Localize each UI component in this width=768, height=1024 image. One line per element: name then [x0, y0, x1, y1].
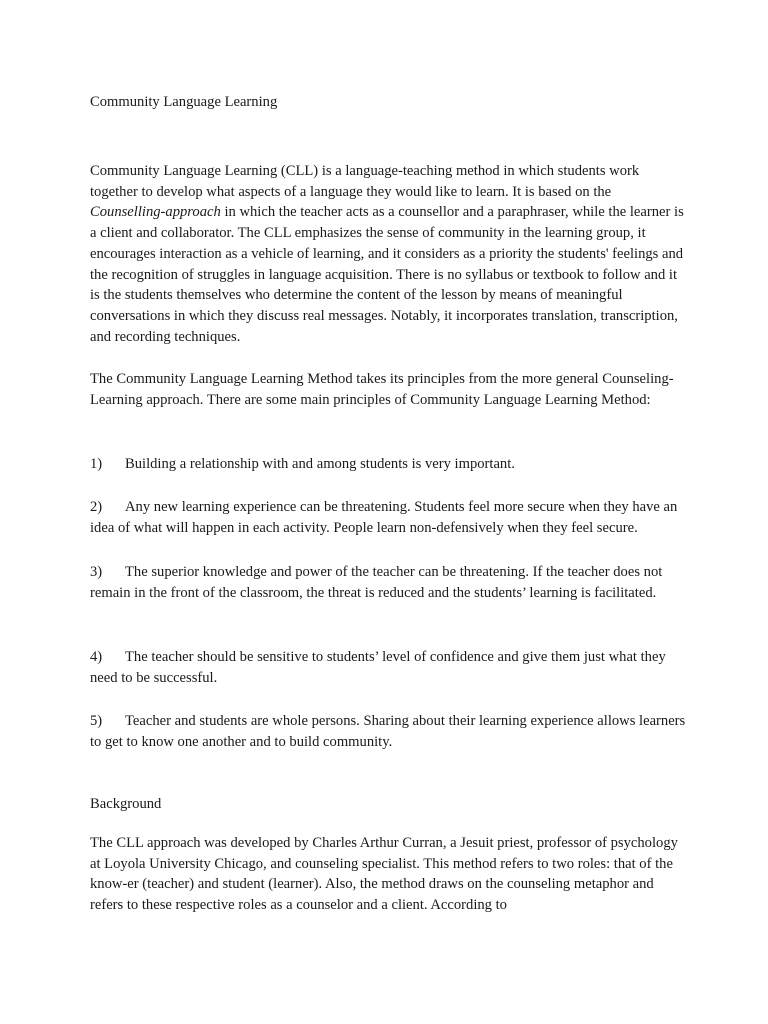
- principle-number: 5): [90, 713, 103, 729]
- principle-text: The teacher should be sensitive to students’ level of confidence and give them just what they need to be successful.: [90, 649, 666, 686]
- intro-text-start: Community Language Learning (CLL) is a language-teaching method in which students work together to develop what aspects of a language they would like to learn. It is based on the: [90, 163, 640, 200]
- principle-item: [90, 562, 690, 603]
- principles-intro-paragraph: The Community Language Learning Method takes its principles from the more general Counseling-Learning approach. There are some main principles of Community Language Learning Method:: [90, 371, 674, 408]
- principle-number: 4): [90, 649, 103, 665]
- principle-item: [90, 711, 690, 752]
- principle-text: Teacher and students are whole persons. Sharing about their learning experience allows learners to get to know one another and to build community.: [90, 713, 686, 750]
- principle-number: 2): [90, 499, 103, 515]
- principle-number: 1): [90, 456, 103, 472]
- principle-text: Any new learning experience can be threatening. Students feel more secure when they have an idea of what will happen in each activity. People learn non-defensively when they feel secure.: [90, 499, 678, 536]
- background-heading: Background: [90, 796, 162, 812]
- principle-item: [90, 454, 690, 475]
- principle-item: [90, 497, 690, 538]
- document-title: Community Language Learning: [90, 94, 278, 110]
- principle-text: Building a relationship with and among students is very important.: [125, 456, 515, 472]
- principle-text: The superior knowledge and power of the teacher can be threatening. If the teacher does not remain in the front of the classroom, the threat is reduced and the students’ learning is facilitated.: [90, 564, 663, 601]
- principle-item: [90, 647, 690, 688]
- intro-italic-term: Counselling-approach: [90, 204, 221, 221]
- intro-paragraph: [90, 161, 690, 347]
- principle-number: 3): [90, 564, 103, 580]
- background-paragraph: The CLL approach was developed by Charles Arthur Curran, a Jesuit priest, professor of psychology at Loyola University Chicago, and counseling specialist. This method refers to two roles: that of the know-er (teacher) and student (learner). Also, the method draws on the counseling metaphor and refers to these respective roles as a counselor and a client. According to: [90, 835, 678, 914]
- intro-text-end: in which the teacher acts as a counsellor and a paraphraser, while the learner is a client and collaborator. The CLL emphasizes the sense of community in the learning group, it encourages interaction as a vehicle of learning, and it considers as a priority the students' feelings and the recognition of struggles in language acquisition. There is no syllabus or textbook to follow and it is the students themselves who determine the content of the lesson by means of meaningful conversations in which they discuss real messages. Notably, it incorporates translation, transcription, and recording techniques.: [90, 204, 684, 345]
